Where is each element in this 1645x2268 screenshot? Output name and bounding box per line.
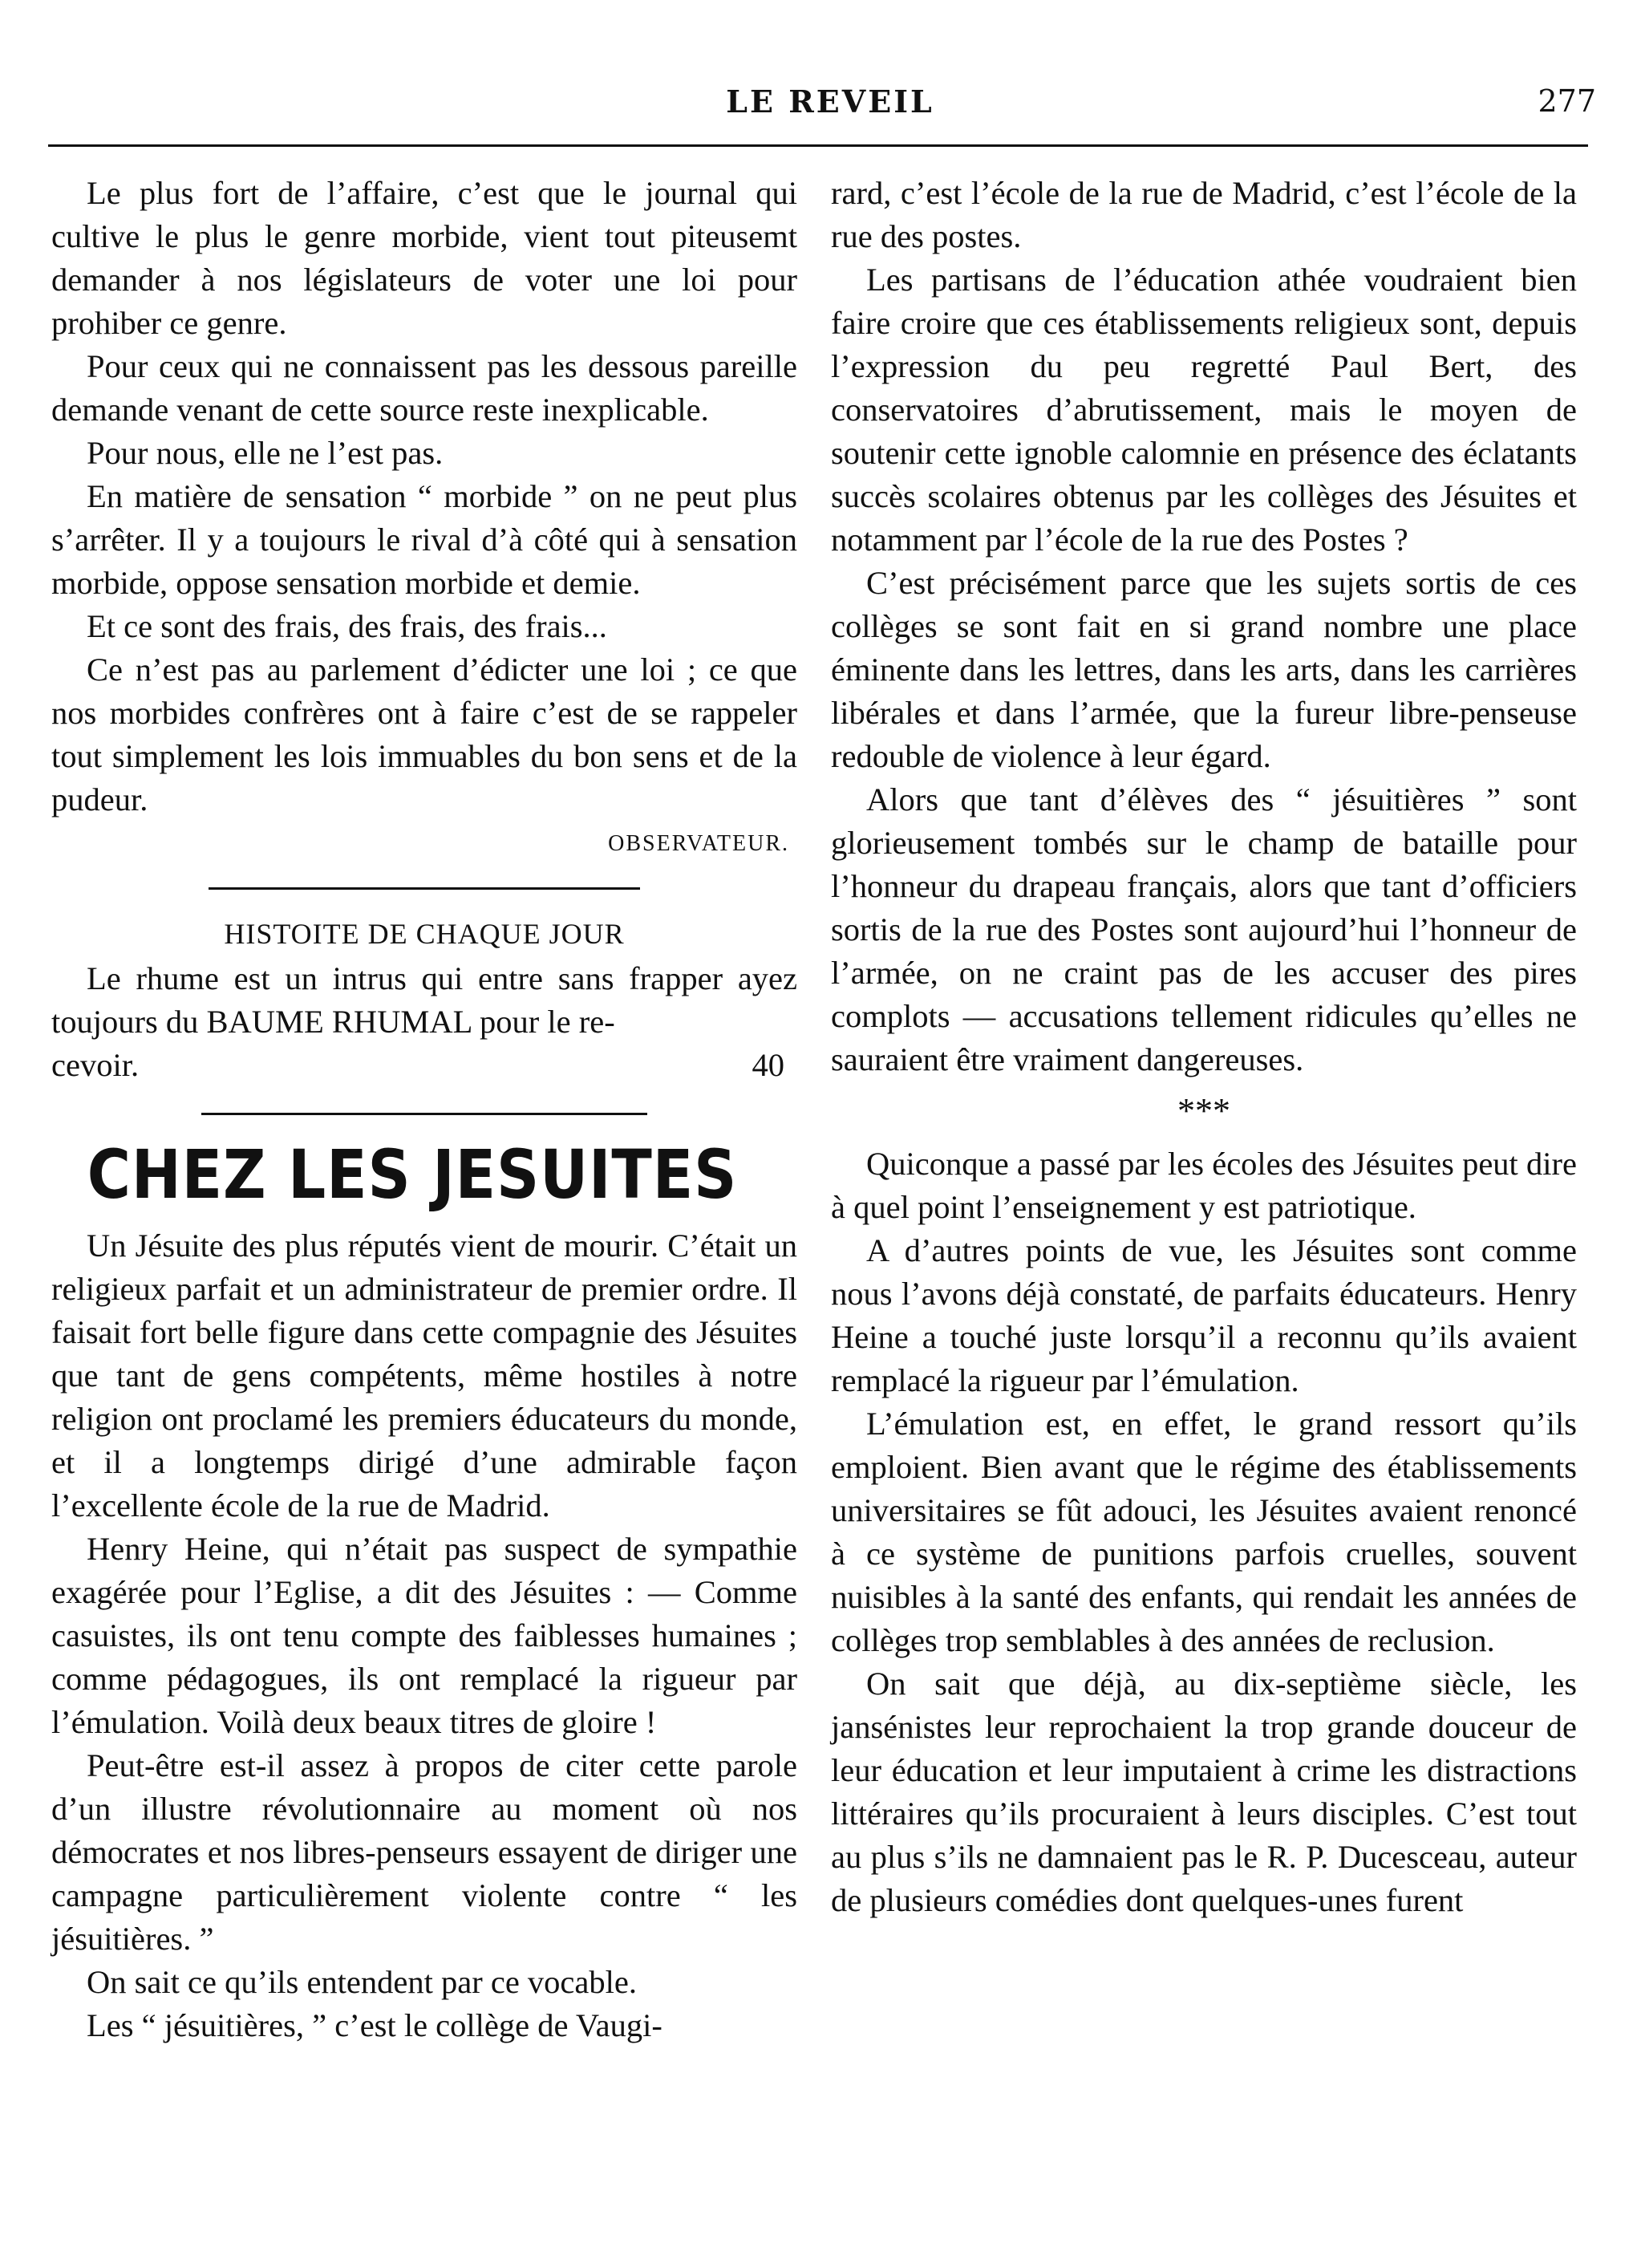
section-divider [201,1113,647,1115]
right-column [831,172,1577,1922]
ad-code: 40 [752,1047,784,1083]
section-divider [209,887,640,890]
author-signature: OBSERVATEUR. [608,831,789,856]
header-divider [48,144,1588,147]
paragraph: Henry Heine, qui n’était pas suspect de sympathie exagérée pour l’Eglise, a dit des Jésuites : — Comme casuistes, ils ont tenu compte des faiblesses humaines ; comme pédagogues, ils ont remplacé la rigueur par l’émulation. Voilà deux beaux titres de gloire ! [51,1531,797,1740]
paragraph: Pour nous, elle ne l’est pas. [87,435,444,471]
paragraph: A d’autres points de vue, les Jésuites sont comme nous l’avons déjà constaté, de parfaits éducateurs. Henry Heine a touché juste lorsqu’il a reconnu qu’ils avaient remplacé la rigueur par l’émulation. [831,1232,1577,1398]
left-column [51,172,797,2047]
asterism-separator: *** [1177,1091,1230,1130]
paragraph: Le plus fort de l’affaire, c’est que le journal qui cultive le plus le genre morbide, vient tout piteusemt demander à nos législateurs de voter une loi pour prohiber ce genre. [51,175,797,341]
paragraph: rard, c’est l’école de la rue de Madrid, c’est l’école de la rue des postes. [831,175,1577,254]
paragraph: Quiconque a passé par les écoles des Jésuites peut dire à quel point l’enseignement y est patriotique. [831,1146,1577,1225]
paragraph: C’est précisément parce que les sujets sortis de ces collèges se sont fait en si grand nombre une place éminente dans les lettres, dans les arts, dans les carrières libérales et dans l’armée, que la fureur libre-penseuse redouble de violence à leur égard. [831,565,1577,774]
paragraph: Les “ jésuitières, ” c’est le collège de Vaugi- [87,2007,662,2043]
ad-footer [51,1044,797,1087]
page-number: 277 [1538,83,1596,119]
page-header [64,83,1596,132]
paragraph: Ce n’est pas au parlement d’édicter une loi ; ce que nos morbides confrères ont à faire c’est de se rappeler tout simplement les lois immuables du bon sens et de la pudeur. [51,651,797,818]
paragraph: On sait que déjà, au dix-septième siècle, les jansénistes leur reprochaient la trop grande douceur de leur éducation et leur imputaient à crime les distractions littéraires qu’ils procuraient à leurs disciples. C’est tout au plus s’ils ne damnaient pas le R. P. Ducesceau, auteur de plusieurs comédies dont quelques-unes furent [831,1665,1577,1918]
ad-text-end: cevoir. [51,1047,140,1083]
paragraph: Peut-être est-il assez à propos de citer cette parole d’un illustre révolutionnaire au moment où nos démocrates et nos libres-penseurs essayent de diriger une campagne particulièrement violente contre “ les jésuitières. ” [51,1747,797,1957]
paragraph: Et ce sont des frais, des frais, des frais... [87,608,607,644]
article-title: CHEZ LES JESUITES [87,1135,738,1214]
paragraph: Un Jésuite des plus réputés vient de mourir. C’était un religieux parfait et un administrateur de premier ordre. Il faisait fort belle figure dans cette compagnie des Jésuites que tant de gens compétents, même hostiles à notre religion ont proclamé les premiers éducateurs du monde, et il a longtemps dirigé d’une admirable façon l’excellente école de la rue de Madrid. [51,1227,797,1523]
paragraph: En matière de sensation “ morbide ” on ne peut plus s’arrêter. Il y a toujours le rival d’à côté qui à sensation morbide, oppose sensation morbide et demie. [51,478,797,601]
paragraph: L’émulation est, en effet, le grand ressort qu’ils emploient. Bien avant que le régime des établissements universitaires se fût adouci, les Jésuites avaient renoncé à ce système de punitions parfois cruelles, souvent nuisibles à la santé des enfants, qui rendait les années de collèges trop semblables à des années de reclusion. [831,1406,1577,1658]
paragraph: On sait ce qu’ils entendent par ce vocable. [87,1964,637,2000]
ad-heading: HISTOITE DE CHAQUE JOUR [224,918,625,950]
paragraph: Alors que tant d’élèves des “ jésuitières ” sont glorieusement tombés sur le champ de bataille pour l’honneur du drapeau français, alors que tant d’officiers sortis de la rue des Postes sont aujourd’hui l’honneur de l’armée, on ne craint pas de les accuser des pires complots — accusations tellement ridicules qu’elles ne sauraient être vraiment dangereuses. [831,781,1577,1077]
paragraph: Pour ceux qui ne connaissent pas les dessous pareille demande venant de cette source reste inexplicable. [51,348,797,428]
ad-text: Le rhume est un intrus qui entre sans frapper ayez toujours du BAUME RHUMAL pour le re- [51,960,797,1040]
paragraph: Les partisans de l’éducation athée voudraient bien faire croire que ces établissements religieux sont, depuis l’expression du peu regretté Paul Bert, des conservatoires d’abrutissement, mais le moyen de soutenir cette ignoble calomnie en présence des éclatants succès scolaires obtenus par les collèges des Jésuites et notamment par l’école de la rue des Postes ? [831,262,1577,558]
newspaper-title: LE REVEIL [726,83,934,120]
